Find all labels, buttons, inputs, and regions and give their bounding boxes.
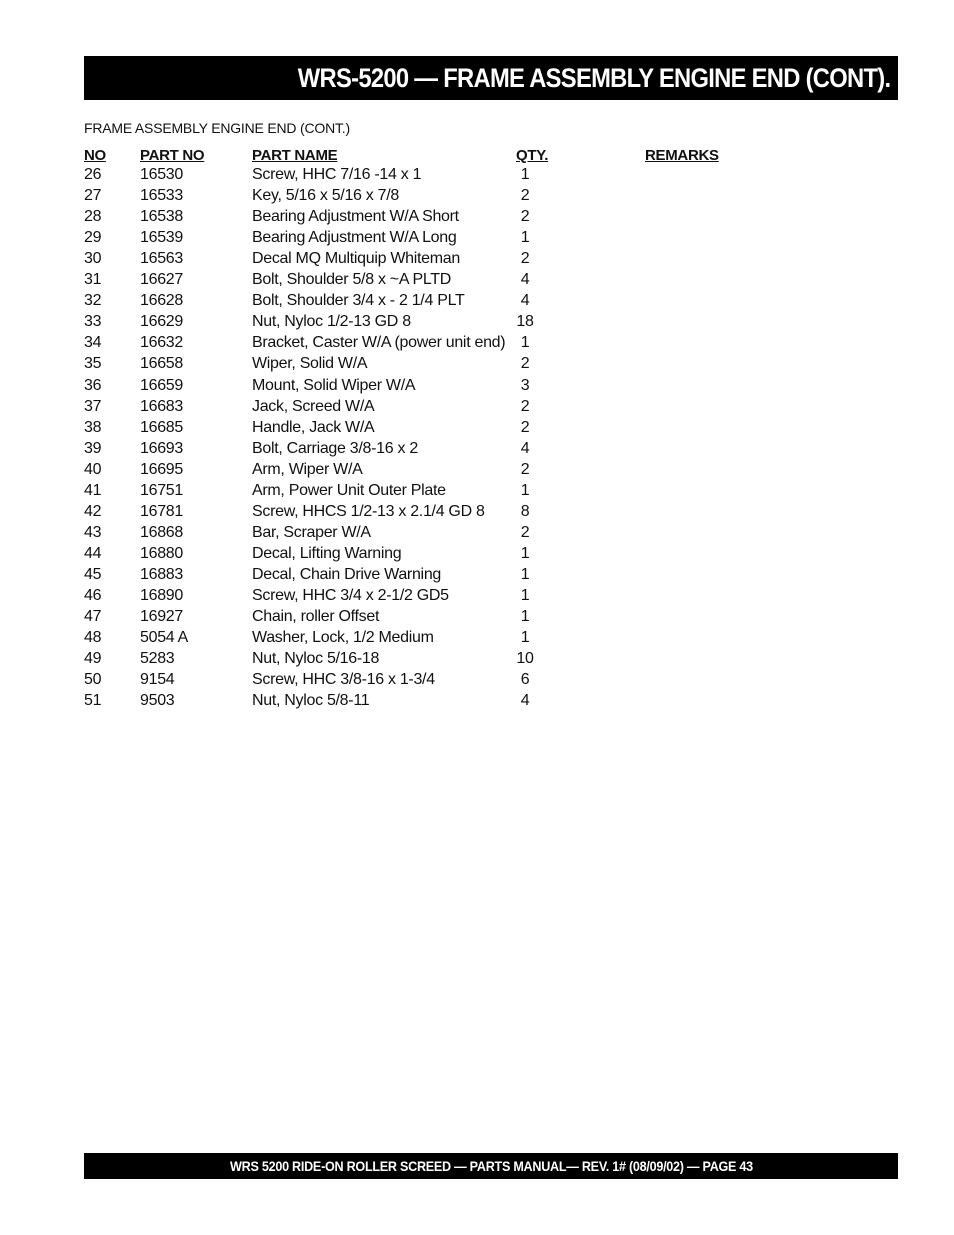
- row-part-name: Bar, Scraper W/A: [252, 523, 371, 541]
- row-no: 35: [84, 355, 102, 373]
- table-row: [0, 227, 954, 248]
- table-row: [0, 332, 954, 353]
- row-no: 29: [84, 229, 102, 247]
- table-row: [0, 564, 954, 585]
- row-no: 39: [84, 439, 102, 457]
- row-part-no: 16781: [140, 502, 183, 520]
- row-part-no: 5054 A: [140, 629, 189, 647]
- row-part-no: 16695: [140, 460, 183, 478]
- row-qty: 1: [520, 629, 530, 647]
- row-qty: 1: [520, 587, 530, 604]
- row-part-no: 16530: [140, 166, 183, 183]
- header-qty: QTY.: [516, 147, 549, 164]
- row-part-name: Screw, HHC 3/4 x 2-1/2 GD5: [252, 587, 449, 604]
- row-part-name: Mount, Solid Wiper W/A: [252, 376, 416, 394]
- row-no: 26: [84, 166, 102, 183]
- table-row: [0, 311, 954, 332]
- page-title: WRS-5200 — FRAME ASSEMBLY ENGINE END (CONT).: [297, 62, 890, 93]
- row-part-no: 16627: [140, 271, 183, 289]
- table-row: [0, 648, 954, 669]
- row-no: 36: [84, 376, 102, 394]
- row-part-no: 16539: [140, 229, 183, 247]
- table-row: [0, 669, 954, 690]
- row-part-no: 16628: [140, 292, 183, 310]
- row-no: 50: [84, 671, 102, 689]
- row-part-no: 16538: [140, 208, 183, 226]
- row-part-no: 16683: [140, 397, 183, 415]
- row-part-name: Bearing Adjustment W/A Short: [252, 208, 459, 226]
- row-qty: 1: [520, 565, 530, 583]
- header-part-name: PART NAME: [252, 147, 338, 164]
- row-qty: 2: [520, 523, 530, 541]
- row-part-no: 16927: [140, 608, 183, 626]
- row-part-name: Bracket, Caster W/A (power unit end): [252, 334, 506, 352]
- table-row: [0, 501, 954, 522]
- row-part-no: 16533: [140, 187, 183, 205]
- row-no: 30: [84, 250, 102, 268]
- row-part-name: Decal MQ Multiquip Whiteman: [252, 250, 460, 268]
- row-no: 46: [84, 587, 102, 604]
- row-part-no: 16629: [140, 313, 183, 331]
- row-part-name: Bearing Adjustment W/A Long: [252, 229, 457, 247]
- row-no: 38: [84, 418, 102, 436]
- page-title-bar: [84, 56, 898, 100]
- table-row: [0, 206, 954, 227]
- row-part-name: Chain, roller Offset: [252, 608, 380, 626]
- row-no: 34: [84, 334, 102, 352]
- row-qty: 2: [520, 208, 530, 226]
- row-qty: 1: [520, 608, 530, 626]
- row-part-name: Arm, Wiper W/A: [252, 460, 363, 478]
- row-part-name: Nut, Nyloc 1/2-13 GD 8: [252, 313, 411, 331]
- row-part-name: Bolt, Shoulder 3/4 x - 2 1/4 PLT: [252, 292, 465, 310]
- row-qty: 4: [520, 292, 530, 310]
- row-no: 41: [84, 481, 102, 499]
- table-row: [0, 606, 954, 627]
- row-no: 28: [84, 208, 102, 226]
- row-part-no: 16659: [140, 376, 183, 394]
- table-row: [0, 627, 954, 648]
- row-no: 48: [84, 629, 102, 647]
- row-qty: 4: [520, 439, 530, 457]
- row-part-no: 16658: [140, 355, 183, 373]
- table-row: [0, 438, 954, 459]
- row-part-name: Washer, Lock, 1/2 Medium: [252, 629, 434, 647]
- row-no: 27: [84, 187, 102, 205]
- row-qty: 4: [520, 271, 530, 289]
- row-qty: 4: [520, 692, 530, 710]
- row-no: 37: [84, 397, 102, 415]
- row-part-no: 16868: [140, 523, 183, 541]
- row-no: 31: [84, 271, 102, 289]
- header-remarks: REMARKS: [645, 147, 719, 164]
- row-part-name: Handle, Jack W/A: [252, 418, 375, 436]
- row-qty: 1: [520, 334, 530, 352]
- row-qty: 1: [520, 166, 530, 183]
- footer-bar: [84, 1153, 898, 1179]
- table-row: [0, 522, 954, 543]
- row-qty: 2: [520, 460, 530, 478]
- row-part-name: Screw, HHCS 1/2-13 x 2.1/4 GD 8: [252, 502, 485, 520]
- row-part-name: Key, 5/16 x 5/16 x 7/8: [252, 187, 399, 205]
- footer-text: WRS 5200 RIDE-ON ROLLER SCREED — PARTS MANUAL— REV. 1# (08/09/02) — PAGE 43: [229, 1158, 753, 1174]
- row-part-name: Screw, HHC 7/16 -14 x 1: [252, 166, 422, 183]
- row-part-name: Nut, Nyloc 5/8-11: [252, 692, 370, 710]
- row-part-no: 5283: [140, 650, 175, 668]
- table-row: [0, 459, 954, 480]
- row-part-no: 16685: [140, 418, 183, 436]
- row-no: 47: [84, 608, 102, 626]
- row-part-name: Screw, HHC 3/8-16 x 1-3/4: [252, 671, 435, 689]
- row-qty: 6: [520, 671, 530, 689]
- row-part-no: 9503: [140, 692, 175, 710]
- row-part-no: 16880: [140, 544, 183, 562]
- header-no: NO: [84, 147, 106, 164]
- table-row: [0, 690, 954, 711]
- row-part-no: 16890: [140, 587, 183, 604]
- row-qty: 10: [516, 650, 534, 668]
- row-part-name: Bolt, Shoulder 5/8 x ~A PLTD: [252, 271, 451, 289]
- row-part-no: 16632: [140, 334, 183, 352]
- row-part-name: Wiper, Solid W/A: [252, 355, 368, 373]
- table-row: [0, 396, 954, 417]
- row-part-no: 16751: [140, 481, 183, 499]
- row-qty: 1: [520, 229, 530, 247]
- table-row: [0, 543, 954, 564]
- row-no: 33: [84, 313, 102, 331]
- row-part-name: Bolt, Carriage 3/8-16 x 2: [252, 439, 418, 457]
- row-part-no: 16563: [140, 250, 183, 268]
- row-part-name: Decal, Chain Drive Warning: [252, 565, 442, 583]
- row-no: 40: [84, 460, 102, 478]
- row-qty: 2: [520, 397, 530, 415]
- row-no: 44: [84, 544, 102, 562]
- table-row: [0, 269, 954, 290]
- row-no: 42: [84, 502, 102, 520]
- row-no: 51: [84, 692, 102, 710]
- table-row: [0, 353, 954, 374]
- row-part-no: 16693: [140, 439, 183, 457]
- row-no: 32: [84, 292, 102, 310]
- row-part-name: Nut, Nyloc 5/16-18: [252, 650, 380, 668]
- header-part-no: PART NO: [140, 147, 205, 164]
- row-part-no: 9154: [140, 671, 175, 689]
- table-row: [0, 248, 954, 269]
- row-qty: 8: [520, 502, 530, 520]
- row-part-name: Arm, Power Unit Outer Plate: [252, 481, 446, 499]
- row-part-name: Decal, Lifting Warning: [252, 544, 402, 562]
- row-part-name: Jack, Screed W/A: [252, 397, 375, 415]
- table-header: [0, 145, 954, 166]
- row-qty: 18: [516, 313, 534, 331]
- row-no: 45: [84, 565, 102, 583]
- table-row: [0, 185, 954, 206]
- row-qty: 2: [520, 355, 530, 373]
- section-label: FRAME ASSEMBLY ENGINE END (CONT.): [84, 120, 350, 136]
- row-qty: 1: [520, 481, 530, 499]
- row-qty: 2: [520, 187, 530, 205]
- table-row: [0, 164, 954, 185]
- row-qty: 2: [520, 250, 530, 268]
- table-row: [0, 417, 954, 438]
- row-qty: 2: [520, 418, 530, 436]
- row-qty: 3: [520, 376, 530, 394]
- row-qty: 1: [520, 544, 530, 562]
- table-row: [0, 290, 954, 311]
- table-row: [0, 585, 954, 606]
- table-row: [0, 480, 954, 501]
- row-part-no: 16883: [140, 565, 183, 583]
- table-row: [0, 375, 954, 396]
- row-no: 49: [84, 650, 102, 668]
- row-no: 43: [84, 523, 102, 541]
